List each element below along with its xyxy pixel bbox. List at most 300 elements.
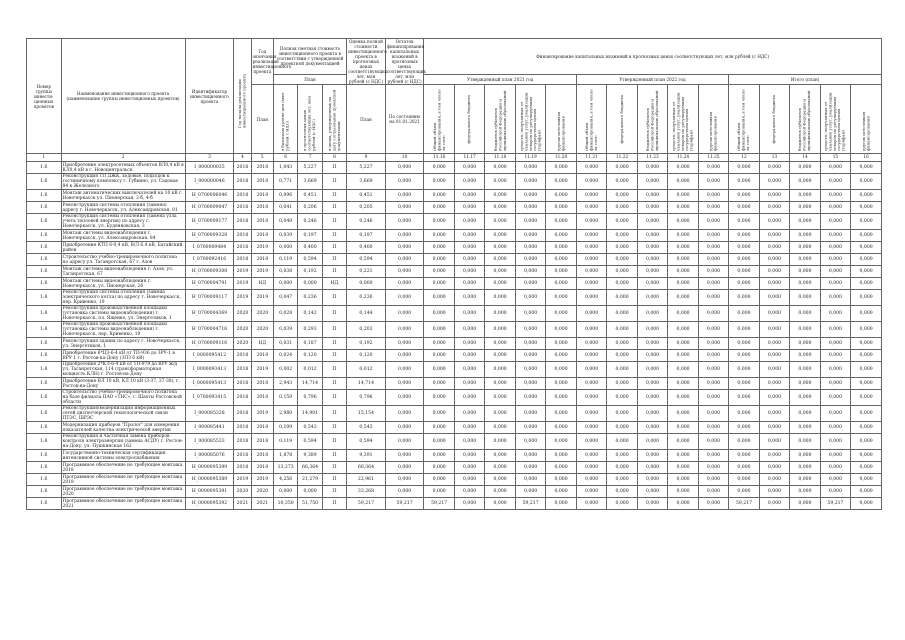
year-start-cell: 2018: [234, 174, 251, 190]
group-number-cell: 1.6: [27, 266, 62, 278]
financing-value-cell: 0,000: [576, 290, 606, 306]
financing-value-cell: 0,000: [515, 278, 545, 290]
remaining-cost-cell: 0,000: [385, 278, 424, 290]
group-number-cell: 1.6: [27, 306, 62, 322]
financing-value-cell: 0,000: [454, 242, 484, 254]
financing-value-cell: 0,000: [668, 338, 698, 350]
financing-value-cell: 0,000: [729, 406, 759, 422]
column-number: 9: [347, 154, 386, 162]
year-end-cell: НД: [251, 278, 273, 290]
financing-value-cell: 0,000: [851, 230, 882, 242]
fin2022-total-header: Общий объем финансирования, в том числе за счет:: [576, 85, 606, 154]
plan-base-cost-cell: 0,028: [273, 306, 297, 322]
year-start-cell: 2018: [234, 242, 251, 254]
doc-type-cell: П: [322, 474, 346, 486]
year-start-cell: 2018: [234, 378, 251, 390]
financing-value-cell: 59,217: [820, 498, 850, 510]
remaining-cost-cell: 0,000: [385, 266, 424, 278]
financing-value-cell: 0,000: [424, 406, 454, 422]
financing-value-cell: 0,000: [546, 498, 576, 510]
financing-value-cell: 0,000: [546, 350, 576, 362]
financing-value-cell: 0,000: [485, 498, 515, 510]
plan-sub1-header: в базисном уровне цен (млн. рублей с НДС): [273, 85, 297, 154]
financing-value-cell: 0,000: [820, 362, 850, 378]
itogo-total-header: Общий объем финансирования, в том числе за счет:: [729, 85, 759, 154]
project-name-cell: Программное обеспечение не требующее монтажа 2020: [61, 486, 185, 498]
financing-value-cell: 0,000: [576, 378, 606, 390]
financing-value-cell: 0,000: [607, 174, 637, 190]
financing-value-cell: 0,000: [576, 498, 606, 510]
year-end-cell: 2018: [251, 390, 273, 406]
financing-value-cell: 0,000: [729, 350, 759, 362]
plan-forecast-cost-cell: 0,594: [298, 434, 322, 450]
financing-value-cell: 0,000: [668, 486, 698, 498]
estimated-cost-cell: 0,246: [347, 214, 386, 230]
year-end-cell: 2021: [251, 498, 273, 510]
column-number: 11.20: [546, 154, 576, 162]
financing-value-cell: 0,000: [454, 190, 484, 202]
fin2021-utility-header: средств, полученных от оказания услуг, реализации товаров по регулируемым государством ценам (тарифам): [515, 85, 545, 154]
group-number-cell: 1.6: [27, 474, 62, 486]
financing-value-cell: 0,000: [698, 350, 728, 362]
financing-value-cell: 0,000: [820, 306, 850, 322]
remaining-cost-cell: 0,000: [385, 190, 424, 202]
financing-value-cell: 0,000: [546, 278, 576, 290]
financing-value-cell: 0,000: [759, 190, 789, 202]
project-name-cell: Программное обеспечение не требующее монтажа 2021: [61, 498, 185, 510]
year-start-cell: 2018: [234, 406, 251, 422]
financing-value-cell: 0,000: [668, 434, 698, 450]
financing-value-cell: 0,000: [790, 350, 820, 362]
group-number-cell: 1.6: [27, 434, 62, 450]
plan-base-cost-cell: 0,038: [273, 266, 297, 278]
table-row: [27, 242, 882, 254]
table-body: [27, 162, 882, 510]
project-id-cell: I_000085441: [185, 422, 234, 434]
financing-group-header: Финансирование капитальных вложений в прогнозных ценах соответствующих лет, млн рублей (с НДС): [424, 39, 882, 75]
financing-value-cell: 0,000: [607, 486, 637, 498]
year-start-cell: 2018: [234, 214, 251, 230]
financing-value-cell: 0,000: [820, 486, 850, 498]
financing-value-cell: 0,000: [454, 174, 484, 190]
estimated-cost-cell: 22,961: [347, 474, 386, 486]
financing-value-cell: 0,000: [515, 422, 545, 434]
remaining-cost-cell: 0,000: [385, 462, 424, 474]
year-start-cell: 2020: [234, 338, 251, 350]
financing-value-cell: 0,000: [729, 278, 759, 290]
doc-type-cell: П: [322, 362, 346, 378]
year-end-cell: 2018: [251, 174, 273, 190]
financing-value-cell: 0,000: [820, 230, 850, 242]
financing-value-cell: 0,000: [546, 242, 576, 254]
financing-value-cell: 0,000: [485, 362, 515, 378]
estimated-cost-cell: 0,451: [347, 190, 386, 202]
financing-value-cell: 0,000: [424, 230, 454, 242]
financing-value-cell: 0,000: [698, 266, 728, 278]
project-id-cell: H_0700004369: [185, 306, 234, 322]
financing-value-cell: 0,000: [454, 378, 484, 390]
project-name-cell: Государственно-техническая сертификация интенсивной системы электроснабжения: [61, 450, 185, 462]
financing-value-cell: 0,000: [698, 290, 728, 306]
plan-base-cost-cell: 0,039: [273, 322, 297, 338]
plan-base-cost-cell: 1,878: [273, 450, 297, 462]
plan-forecast-cost-cell: 0,120: [298, 350, 322, 362]
financing-value-cell: 0,000: [698, 162, 728, 174]
financing-value-cell: 0,000: [668, 162, 698, 174]
year-start-cell: 2020: [234, 322, 251, 338]
financing-value-cell: 0,000: [759, 486, 789, 498]
financing-value-cell: 0,000: [790, 174, 820, 190]
financing-value-cell: 0,000: [546, 230, 576, 242]
year-end-cell: 2019: [251, 266, 273, 278]
financing-value-cell: 0,000: [820, 278, 850, 290]
financing-value-cell: 0,000: [820, 254, 850, 266]
financing-value-cell: 0,000: [637, 498, 667, 510]
financing-value-cell: 0,000: [485, 290, 515, 306]
fin2021-total-header: Общий объем финансирования, в том числе за счет:: [424, 85, 454, 154]
financing-value-cell: 0,000: [698, 498, 728, 510]
column-number: 8: [322, 154, 346, 162]
remaining-cost-cell: 0,000: [385, 390, 424, 406]
financing-value-cell: 0,000: [576, 202, 606, 214]
group-number-cell: 1.6: [27, 450, 62, 462]
estimated-cost-cell: 0,192: [347, 338, 386, 350]
plan-forecast-cost-cell: 0,000: [298, 486, 322, 498]
project-id-cell: I_000085076: [185, 450, 234, 462]
remaining-cost-cell: 0,000: [385, 214, 424, 230]
financing-value-cell: 0,000: [637, 406, 667, 422]
financing-value-cell: 0,000: [424, 474, 454, 486]
remaining-cost-cell: 0,000: [385, 422, 424, 434]
financing-value-cell: 0,000: [454, 290, 484, 306]
group-number-cell: 1.6: [27, 462, 62, 474]
financing-value-cell: 0,000: [668, 278, 698, 290]
financing-value-cell: 0,000: [454, 486, 484, 498]
financing-value-cell: 0,000: [637, 306, 667, 322]
financing-value-cell: 0,000: [485, 174, 515, 190]
year-end-cell: 2018: [251, 378, 273, 390]
table-row: [27, 390, 882, 406]
financing-value-cell: 0,000: [637, 486, 667, 498]
project-name-cell: Приобретение электросетевых объектов ВЛ0,4 кВ в КЛ0,4 кВ в г. Новоцентральск: [62, 162, 184, 173]
financing-value-cell: 0,000: [546, 190, 576, 202]
project-id-header: Идентификатор инвестиционного проекта: [185, 39, 234, 154]
project-id-cell: H_0700009116: [185, 338, 234, 350]
financing-value-cell: 0,000: [576, 406, 606, 422]
financing-value-cell: 0,000: [607, 350, 637, 362]
financing-value-cell: 0,000: [729, 230, 759, 242]
financing-value-cell: 0,000: [607, 474, 637, 486]
financing-value-cell: 0,000: [454, 322, 484, 338]
year-start-cell: 2018: [234, 462, 251, 474]
financing-value-cell: 0,000: [424, 422, 454, 434]
project-id-cell: I_000085533: [185, 434, 234, 450]
financing-value-cell: 0,000: [698, 254, 728, 266]
financing-value-cell: 0,000: [576, 278, 606, 290]
plan-base-cost-cell: 13,273: [273, 462, 297, 474]
financing-value-cell: 0,000: [851, 350, 882, 362]
group-number-cell: 1.6: [27, 242, 62, 254]
financing-value-cell: 0,000: [515, 450, 545, 462]
remaining-cost-cell: 59,217: [385, 498, 424, 510]
remaining-cost-cell: 0,000: [385, 306, 424, 322]
plan-base-cost-cell: 0,000: [273, 242, 297, 254]
financing-value-cell: 0,000: [668, 230, 698, 242]
financing-value-cell: 0,000: [668, 390, 698, 406]
project-id-cell: H_0000095391: [185, 486, 234, 498]
financing-value-cell: 0,000: [668, 290, 698, 306]
remaining-cost-cell: 0,000: [385, 202, 424, 214]
financing-value-cell: 0,000: [698, 378, 728, 390]
year-start-cell: 2019: [234, 290, 251, 306]
financing-value-cell: 0,000: [424, 462, 454, 474]
financing-value-cell: 0,000: [790, 434, 820, 450]
project-id-cell: I_0700009484: [185, 242, 234, 254]
financing-value-cell: 0,000: [668, 242, 698, 254]
financing-value-cell: 0,000: [546, 434, 576, 450]
project-name-cell: Реконструкция производственной площадки (установка системы видеонаблюдения) г. Новочеркасск, пер. Кривенко, 19: [61, 322, 185, 338]
remaining-cost-cell: 0,000: [385, 350, 424, 362]
financing-value-cell: 0,000: [454, 338, 484, 350]
estimated-cost-cell: 0,205: [347, 202, 386, 214]
doc-type-cell: П: [322, 462, 346, 474]
fin2021-other-header: других источников финансирования: [546, 85, 576, 154]
financing-value-cell: 0,000: [576, 214, 606, 230]
plan-base-cost-cell: 0,000: [273, 278, 297, 290]
project-id-cell: I_0000093413: [185, 362, 234, 378]
table-row: [27, 174, 882, 190]
financing-value-cell: 0,000: [637, 202, 667, 214]
group-number-header: Номер группы инвести-ционных проектов: [27, 39, 62, 154]
plan-base-cost-cell: 2,980: [273, 406, 297, 422]
financing-value-cell: 0,000: [729, 486, 759, 498]
financing-value-cell: 0,000: [668, 406, 698, 422]
column-number: 1: [27, 154, 62, 162]
year-start-cell: 2018: [234, 162, 251, 174]
financing-value-cell: 0,000: [698, 190, 728, 202]
table-row: [27, 230, 882, 242]
financing-value-cell: 0,000: [729, 290, 759, 306]
financing-value-cell: 0,000: [759, 242, 789, 254]
remaining-cost-cell: 0,000: [385, 254, 424, 266]
doc-type-cell: П: [322, 486, 346, 498]
financing-value-cell: 0,000: [637, 362, 667, 378]
financing-value-cell: 0,000: [607, 422, 637, 434]
year-end-cell: 2018: [251, 214, 273, 230]
financing-value-cell: 0,000: [515, 474, 545, 486]
financing-value-cell: 0,000: [607, 162, 637, 174]
financing-value-cell: 0,000: [698, 462, 728, 474]
table-row: [27, 306, 882, 322]
financing-value-cell: 0,000: [851, 306, 882, 322]
financing-value-cell: 0,000: [424, 338, 454, 350]
doc-type-cell: П: [322, 242, 346, 254]
project-name-cell: Приобретение 2*КЛ-6-4 кВ от ТП-979 до ВРУ ж/д ул. Таганрогская, 114 (трансформаторная мощность КЛН) г. Ростов-на-Дону: [61, 362, 185, 378]
financing-value-cell: 59,217: [729, 498, 759, 510]
financing-value-cell: 0,000: [790, 278, 820, 290]
group-number-cell: 1.6: [27, 202, 62, 214]
financing-value-cell: 0,000: [790, 190, 820, 202]
financing-value-cell: 0,000: [759, 254, 789, 266]
project-name-cell: Реконструкция производственной площадки (установка системы видеонаблюдения) г. Новочеркасск, пл. Ященко, ул. Энергетиков, 1: [61, 306, 185, 322]
project-name-cell: Монтаж автоматических выключателей на 10 кВ г. Новочеркасск ул. Пионерская, 2-б, 4-б: [61, 190, 185, 202]
financing-value-cell: 0,000: [576, 242, 606, 254]
financing-value-cell: 0,000: [851, 486, 882, 498]
financing-value-cell: 0,000: [637, 254, 667, 266]
financing-value-cell: 0,000: [759, 498, 789, 510]
financing-value-cell: 0,000: [637, 190, 667, 202]
project-name-cell: Строительство учебно-тренировочного полигона на базе филиала ПАО «ТНС», г. Шахты Ростовской области: [61, 390, 185, 406]
financing-value-cell: 0,000: [485, 202, 515, 214]
financing-value-cell: 0,000: [424, 254, 454, 266]
remaining-cost-cell: 0,000: [385, 338, 424, 350]
year-end-cell: 2020: [251, 306, 273, 322]
table-row: [27, 434, 882, 450]
financing-value-cell: 0,000: [698, 214, 728, 230]
group-number-cell: 1.6: [27, 362, 62, 378]
financing-value-cell: 0,000: [576, 254, 606, 266]
year-start-cell: 2018: [234, 350, 251, 362]
financing-value-cell: 0,000: [515, 162, 545, 174]
financing-value-cell: 0,000: [759, 162, 789, 174]
remaining-cost-cell: 0,000: [385, 322, 424, 338]
financing-value-cell: 0,000: [424, 486, 454, 498]
financing-value-cell: 0,000: [698, 338, 728, 350]
column-number: 6: [273, 154, 297, 162]
financing-value-cell: 0,000: [729, 202, 759, 214]
year-start-cell: 2020: [234, 486, 251, 498]
year-end-cell: 2018: [251, 202, 273, 214]
plan-base-cost-cell: 10,350: [273, 498, 297, 510]
financing-value-cell: 0,000: [576, 266, 606, 278]
financing-value-cell: 0,000: [668, 350, 698, 362]
year-end-cell: 2018: [251, 434, 273, 450]
plan-base-cost-cell: 0,119: [273, 434, 297, 450]
plan-forecast-cost-cell: 9,389: [298, 450, 322, 462]
plan-forecast-cost-cell: 0,594: [298, 254, 322, 266]
financing-value-cell: 0,000: [851, 390, 882, 406]
financing-value-cell: 0,000: [820, 406, 850, 422]
financing-value-cell: 0,000: [637, 174, 667, 190]
table-row: [27, 338, 882, 350]
remaining-cost-cell: 0,000: [385, 434, 424, 450]
estimated-cost-cell: 15,154: [347, 406, 386, 422]
remaining-cost-cell: 0,000: [385, 242, 424, 254]
year-end-cell: 2018: [251, 422, 273, 434]
table-row: [27, 422, 882, 434]
financing-value-cell: 0,000: [485, 278, 515, 290]
financing-value-cell: 0,000: [637, 462, 667, 474]
financing-value-cell: 0,000: [637, 162, 667, 174]
doc-type-cell: П: [322, 322, 346, 338]
plan-forecast-cost-cell: 3,669: [298, 174, 322, 190]
financing-value-cell: 0,000: [759, 390, 789, 406]
financing-value-cell: 0,000: [454, 350, 484, 362]
financing-value-cell: 0,000: [820, 338, 850, 350]
financing-value-cell: 0,000: [759, 174, 789, 190]
financing-value-cell: 0,000: [607, 390, 637, 406]
project-id-cell: I_0000095412: [185, 350, 234, 362]
project-id-cell: H_0700009308: [185, 266, 234, 278]
financing-value-cell: 0,000: [454, 214, 484, 230]
plan-forecast-cost-cell: 0,293: [298, 322, 322, 338]
plan-forecast-cost-cell: 66,364: [298, 462, 322, 474]
financing-value-cell: 0,000: [637, 422, 667, 434]
financing-value-cell: 0,000: [546, 322, 576, 338]
financing-value-cell: 0,000: [424, 266, 454, 278]
financing-value-cell: 0,000: [668, 266, 698, 278]
year-end-cell: НД: [251, 338, 273, 350]
financing-value-cell: 0,000: [424, 450, 454, 462]
financing-value-cell: 0,000: [851, 290, 882, 306]
financing-value-cell: 0,000: [424, 190, 454, 202]
financing-value-cell: 0,000: [851, 434, 882, 450]
group-number-cell: 1.6: [27, 422, 62, 434]
plan-forecast-cost-cell: 0,192: [298, 266, 322, 278]
fin2022-region-header: бюджетов субъектов Российской Федерации и муниципальных образований: [637, 85, 667, 154]
itogo-region-header: бюджетов субъектов Российской Федерации и муниципальных образований: [790, 85, 820, 154]
project-name-cell: Реконструкция здания по адресу г. Новочеркасск, ул. Энергетиков, 1: [61, 338, 185, 350]
project-name-cell: Монтаж системы видеонаблюдения г. Азов, ул. Таганрогская, 67: [61, 266, 185, 278]
financing-value-cell: 0,000: [515, 242, 545, 254]
group-number-cell: 1.6: [27, 498, 62, 510]
plan-forecast-cost-cell: 0,543: [298, 422, 322, 434]
investment-projects-table: [26, 38, 882, 510]
plan-base-cost-cell: 0,049: [273, 214, 297, 230]
financing-value-cell: 0,000: [454, 450, 484, 462]
financing-value-cell: 0,000: [576, 462, 606, 474]
financing-value-cell: 0,000: [515, 306, 545, 322]
financing-value-cell: 0,000: [515, 338, 545, 350]
financing-value-cell: 0,000: [790, 290, 820, 306]
plan-forecast-cost-cell: 0,246: [298, 214, 322, 230]
financing-value-cell: 0,000: [515, 214, 545, 230]
financing-value-cell: 0,000: [790, 322, 820, 338]
table-row: [27, 350, 882, 362]
financing-value-cell: 0,000: [820, 266, 850, 278]
year-start-cell: 2018: [234, 362, 251, 378]
estimated-cost-cell: 0,400: [347, 242, 386, 254]
doc-type-cell: П: [322, 230, 346, 242]
year-end-cell: 2019: [251, 290, 273, 306]
financing-value-cell: 0,000: [668, 362, 698, 378]
financing-value-cell: 0,000: [485, 338, 515, 350]
plan-forecast-cost-cell: 51,750: [298, 498, 322, 510]
financing-value-cell: 0,000: [698, 406, 728, 422]
financing-value-cell: 0,000: [607, 230, 637, 242]
financing-value-cell: 0,000: [485, 462, 515, 474]
financing-value-cell: 0,000: [576, 422, 606, 434]
estimated-cost-cell: 9,391: [347, 450, 386, 462]
column-number: 14: [790, 154, 820, 162]
financing-value-cell: 0,000: [790, 498, 820, 510]
financing-value-cell: 0,000: [851, 498, 882, 510]
financing-value-cell: 0,000: [729, 390, 759, 406]
year-end-cell: 2019: [251, 362, 273, 378]
plan-forecast-cost-cell: 0,236: [298, 290, 322, 306]
project-id-cell: H_0000095392: [185, 498, 234, 510]
year-start-cell: 2018: [234, 230, 251, 242]
financing-value-cell: 0,000: [790, 338, 820, 350]
estimated-cost-cell: 0,221: [347, 266, 386, 278]
group-number-cell: 1.6: [27, 322, 62, 338]
financing-value-cell: 0,000: [668, 202, 698, 214]
financing-value-cell: 0,000: [607, 322, 637, 338]
financing-value-cell: 0,000: [515, 390, 545, 406]
plan-forecast-cost-cell: 0,187: [298, 338, 322, 350]
project-id-cell: H_0700004791: [185, 278, 234, 290]
table-row: [27, 474, 882, 486]
